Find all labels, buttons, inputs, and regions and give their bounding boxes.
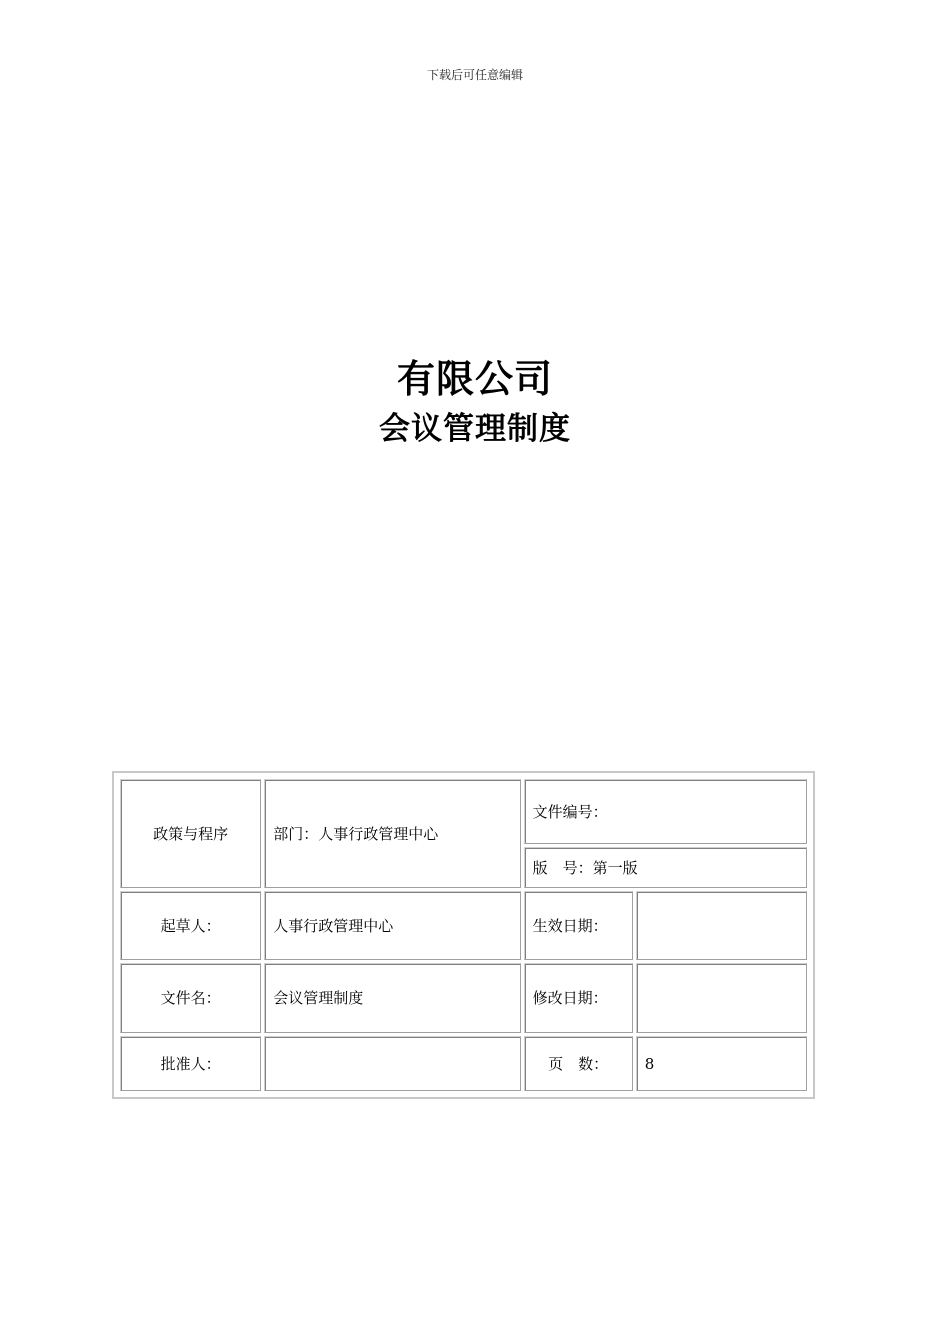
page-header-note: 下载后可任意编辑: [426, 68, 523, 82]
doc-number-cell: 文件编号：: [524, 779, 807, 844]
drafter-label-cell: 起草人：: [120, 891, 261, 960]
document-info-table: [112, 771, 815, 1099]
policy-label-cell: 政策与程序: [120, 779, 261, 888]
page-count-label-cell: 页 数：: [524, 1036, 633, 1091]
file-name-label-cell: 文件名：: [120, 963, 261, 1033]
revision-date-label-cell: 修改日期：: [524, 963, 633, 1033]
file-name-value-cell: 会议管理制度: [264, 963, 520, 1033]
approver-value-cell: [264, 1036, 520, 1091]
document-title: 会议管理制度: [379, 411, 571, 447]
version-cell: 版 号：第一版: [524, 847, 807, 888]
department-cell: 部门：人事行政管理中心: [264, 779, 520, 888]
info-table: [117, 776, 810, 1094]
effective-date-label-cell: 生效日期：: [524, 891, 633, 960]
revision-date-value-cell: [636, 963, 807, 1033]
drafter-value-cell: 人事行政管理中心: [264, 891, 520, 960]
effective-date-value-cell: [636, 891, 807, 960]
company-title: 有限公司: [396, 357, 553, 401]
page-count-value-cell: 8: [636, 1036, 807, 1091]
approver-label-cell: 批准人：: [120, 1036, 261, 1091]
